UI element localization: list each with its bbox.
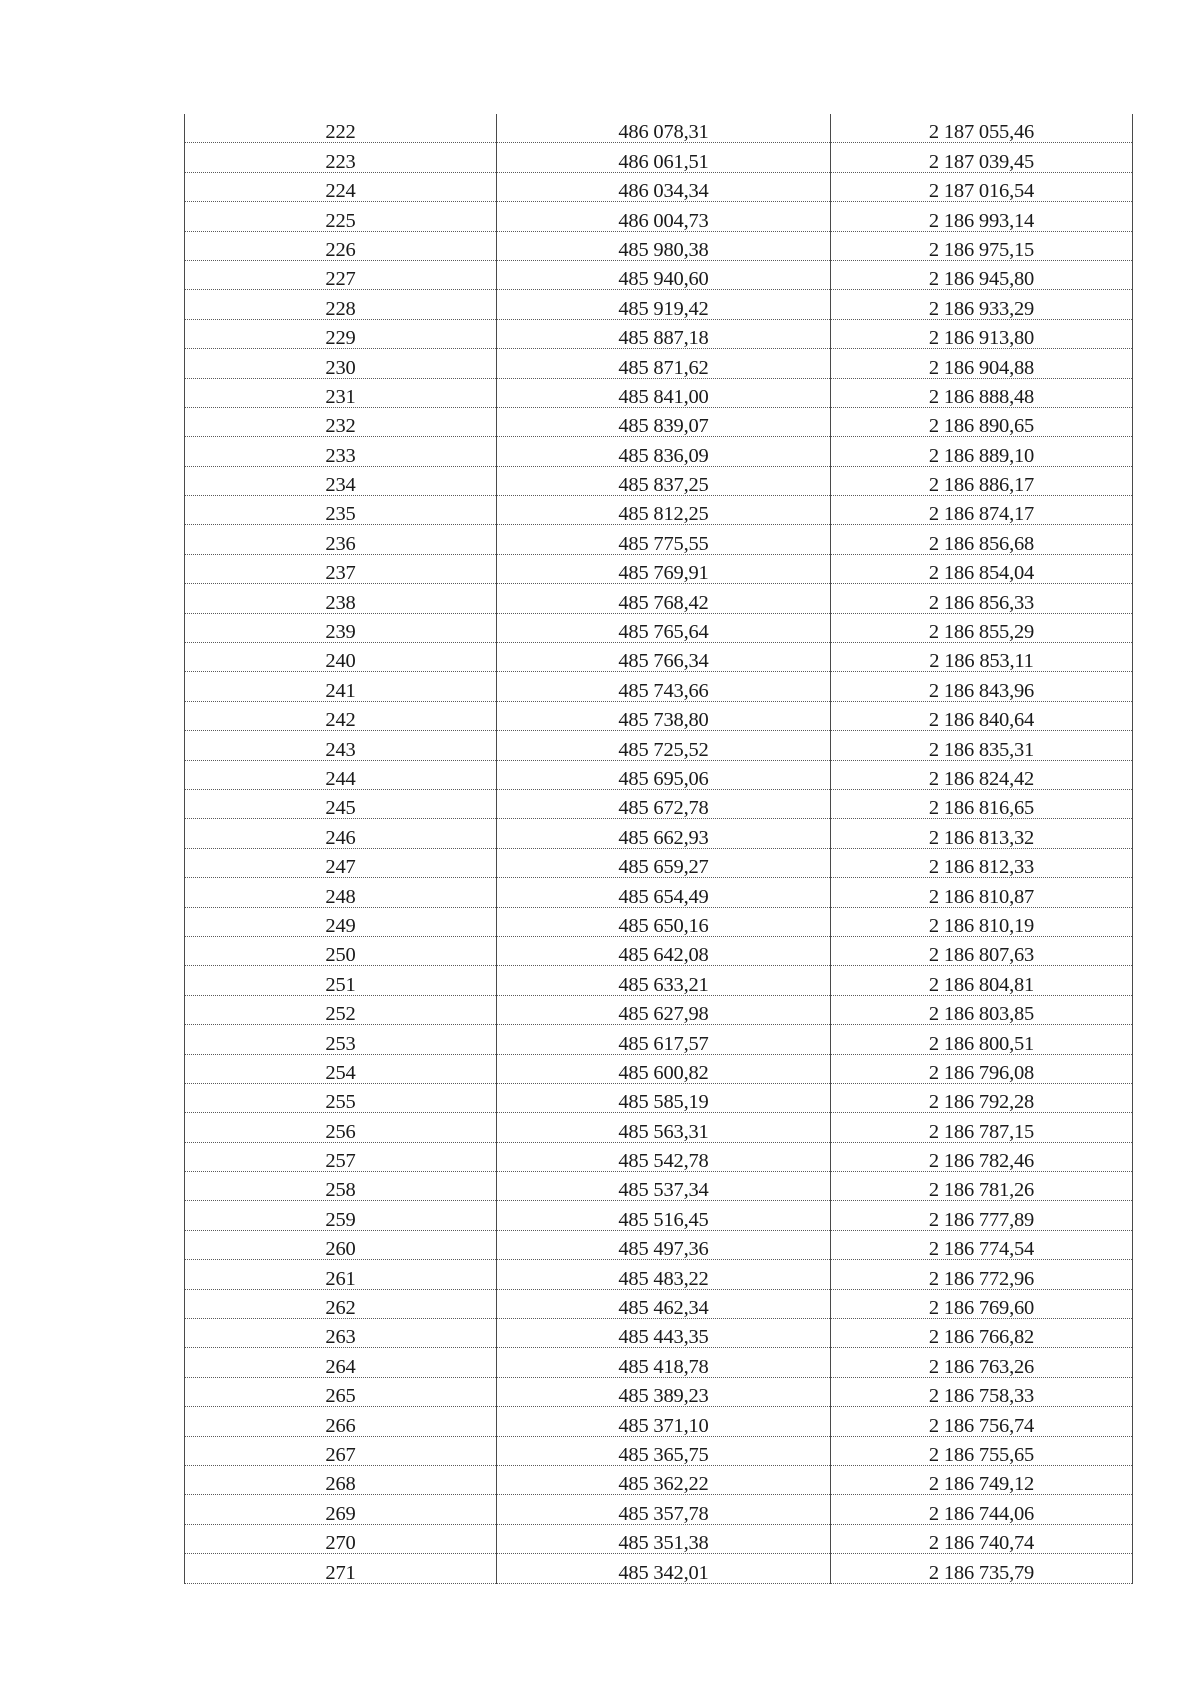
table-row xyxy=(185,966,1133,995)
table-row xyxy=(185,319,1133,348)
table-row xyxy=(185,202,1133,231)
y-coordinate-cell: 2 186 777,89 xyxy=(831,1201,1133,1230)
y-coordinate-cell: 2 186 890,65 xyxy=(831,407,1133,436)
y-coordinate-cell: 2 186 796,08 xyxy=(831,1054,1133,1083)
y-coordinate-cell: 2 186 763,26 xyxy=(831,1348,1133,1377)
point-number-cell: 248 xyxy=(185,878,497,907)
point-number-cell: 260 xyxy=(185,1230,497,1259)
x-coordinate-cell: 485 654,49 xyxy=(497,878,831,907)
table-row xyxy=(185,1524,1133,1553)
y-coordinate-cell: 2 186 744,06 xyxy=(831,1495,1133,1524)
table-row xyxy=(185,1113,1133,1142)
point-number-cell: 255 xyxy=(185,1083,497,1112)
x-coordinate-cell: 485 769,91 xyxy=(497,554,831,583)
y-coordinate-cell: 2 186 804,81 xyxy=(831,966,1133,995)
table-row xyxy=(185,231,1133,260)
table-row xyxy=(185,407,1133,436)
x-coordinate-cell: 485 563,31 xyxy=(497,1113,831,1142)
x-coordinate-cell: 485 542,78 xyxy=(497,1142,831,1171)
point-number-cell: 246 xyxy=(185,819,497,848)
y-coordinate-cell: 2 186 975,15 xyxy=(831,231,1133,260)
x-coordinate-cell: 486 078,31 xyxy=(497,114,831,143)
table-row xyxy=(185,1083,1133,1112)
y-coordinate-cell: 2 186 835,31 xyxy=(831,731,1133,760)
point-number-cell: 265 xyxy=(185,1377,497,1406)
y-coordinate-cell: 2 186 800,51 xyxy=(831,1025,1133,1054)
x-coordinate-cell: 485 738,80 xyxy=(497,701,831,730)
point-number-cell: 230 xyxy=(185,349,497,378)
table-row xyxy=(185,466,1133,495)
point-number-cell: 270 xyxy=(185,1524,497,1553)
x-coordinate-cell: 485 483,22 xyxy=(497,1260,831,1289)
table-row xyxy=(185,1289,1133,1318)
x-coordinate-cell: 485 887,18 xyxy=(497,319,831,348)
x-coordinate-cell: 485 768,42 xyxy=(497,584,831,613)
y-coordinate-cell: 2 186 993,14 xyxy=(831,202,1133,231)
table-row xyxy=(185,349,1133,378)
table-row xyxy=(185,290,1133,319)
table-row xyxy=(185,1407,1133,1436)
table-row xyxy=(185,1025,1133,1054)
x-coordinate-cell: 485 766,34 xyxy=(497,643,831,672)
y-coordinate-cell: 2 187 039,45 xyxy=(831,143,1133,172)
table-row xyxy=(185,760,1133,789)
x-coordinate-cell: 485 919,42 xyxy=(497,290,831,319)
table-row xyxy=(185,260,1133,289)
x-coordinate-cell: 485 389,23 xyxy=(497,1377,831,1406)
y-coordinate-cell: 2 186 945,80 xyxy=(831,260,1133,289)
x-coordinate-cell: 485 695,06 xyxy=(497,760,831,789)
point-number-cell: 224 xyxy=(185,172,497,201)
y-coordinate-cell: 2 187 016,54 xyxy=(831,172,1133,201)
y-coordinate-cell: 2 186 812,33 xyxy=(831,848,1133,877)
point-number-cell: 261 xyxy=(185,1260,497,1289)
x-coordinate-cell: 485 357,78 xyxy=(497,1495,831,1524)
table-row xyxy=(185,1172,1133,1201)
y-coordinate-cell: 2 186 853,11 xyxy=(831,643,1133,672)
x-coordinate-cell: 485 659,27 xyxy=(497,848,831,877)
y-coordinate-cell: 2 186 781,26 xyxy=(831,1172,1133,1201)
point-number-cell: 256 xyxy=(185,1113,497,1142)
point-number-cell: 242 xyxy=(185,701,497,730)
table-row xyxy=(185,936,1133,965)
point-number-cell: 269 xyxy=(185,1495,497,1524)
x-coordinate-cell: 485 600,82 xyxy=(497,1054,831,1083)
y-coordinate-cell: 2 186 816,65 xyxy=(831,789,1133,818)
table-row xyxy=(185,995,1133,1024)
table-row xyxy=(185,731,1133,760)
point-number-cell: 264 xyxy=(185,1348,497,1377)
y-coordinate-cell: 2 186 807,63 xyxy=(831,936,1133,965)
y-coordinate-cell: 2 186 740,74 xyxy=(831,1524,1133,1553)
point-number-cell: 239 xyxy=(185,613,497,642)
point-number-cell: 258 xyxy=(185,1172,497,1201)
point-number-cell: 254 xyxy=(185,1054,497,1083)
x-coordinate-cell: 485 497,36 xyxy=(497,1230,831,1259)
table-row xyxy=(185,672,1133,701)
table-row xyxy=(185,878,1133,907)
point-number-cell: 268 xyxy=(185,1465,497,1494)
point-number-cell: 228 xyxy=(185,290,497,319)
x-coordinate-cell: 485 537,34 xyxy=(497,1172,831,1201)
x-coordinate-cell: 485 765,64 xyxy=(497,613,831,642)
x-coordinate-cell: 485 351,38 xyxy=(497,1524,831,1553)
table-row xyxy=(185,1054,1133,1083)
y-coordinate-cell: 2 186 792,28 xyxy=(831,1083,1133,1112)
point-number-cell: 243 xyxy=(185,731,497,760)
table-row xyxy=(185,1554,1133,1583)
x-coordinate-cell: 485 940,60 xyxy=(497,260,831,289)
y-coordinate-cell: 2 186 766,82 xyxy=(831,1319,1133,1348)
y-coordinate-cell: 2 186 735,79 xyxy=(831,1554,1133,1583)
table-row xyxy=(185,584,1133,613)
y-coordinate-cell: 2 186 787,15 xyxy=(831,1113,1133,1142)
x-coordinate-cell: 485 342,01 xyxy=(497,1554,831,1583)
x-coordinate-cell: 485 837,25 xyxy=(497,466,831,495)
x-coordinate-cell: 485 418,78 xyxy=(497,1348,831,1377)
table-row xyxy=(185,1142,1133,1171)
point-number-cell: 263 xyxy=(185,1319,497,1348)
y-coordinate-cell: 2 186 889,10 xyxy=(831,437,1133,466)
point-number-cell: 257 xyxy=(185,1142,497,1171)
x-coordinate-cell: 485 980,38 xyxy=(497,231,831,260)
point-number-cell: 229 xyxy=(185,319,497,348)
point-number-cell: 262 xyxy=(185,1289,497,1318)
table-row xyxy=(185,554,1133,583)
point-number-cell: 241 xyxy=(185,672,497,701)
table-row xyxy=(185,114,1133,143)
x-coordinate-cell: 485 627,98 xyxy=(497,995,831,1024)
x-coordinate-cell: 485 443,35 xyxy=(497,1319,831,1348)
x-coordinate-cell: 485 836,09 xyxy=(497,437,831,466)
point-number-cell: 226 xyxy=(185,231,497,260)
table-row xyxy=(185,378,1133,407)
table-row xyxy=(185,1436,1133,1465)
table-row xyxy=(185,1348,1133,1377)
point-number-cell: 253 xyxy=(185,1025,497,1054)
x-coordinate-cell: 485 585,19 xyxy=(497,1083,831,1112)
point-number-cell: 238 xyxy=(185,584,497,613)
point-number-cell: 247 xyxy=(185,848,497,877)
x-coordinate-cell: 485 743,66 xyxy=(497,672,831,701)
x-coordinate-cell: 486 061,51 xyxy=(497,143,831,172)
point-number-cell: 233 xyxy=(185,437,497,466)
point-number-cell: 245 xyxy=(185,789,497,818)
point-number-cell: 232 xyxy=(185,407,497,436)
table-row xyxy=(185,496,1133,525)
y-coordinate-cell: 2 186 769,60 xyxy=(831,1289,1133,1318)
point-number-cell: 237 xyxy=(185,554,497,583)
y-coordinate-cell: 2 186 854,04 xyxy=(831,554,1133,583)
table-row xyxy=(185,1260,1133,1289)
x-coordinate-cell: 485 462,34 xyxy=(497,1289,831,1318)
y-coordinate-cell: 2 186 772,96 xyxy=(831,1260,1133,1289)
y-coordinate-cell: 2 186 824,42 xyxy=(831,760,1133,789)
x-coordinate-cell: 485 839,07 xyxy=(497,407,831,436)
x-coordinate-cell: 486 004,73 xyxy=(497,202,831,231)
point-number-cell: 227 xyxy=(185,260,497,289)
y-coordinate-cell: 2 186 855,29 xyxy=(831,613,1133,642)
y-coordinate-cell: 2 186 843,96 xyxy=(831,672,1133,701)
y-coordinate-cell: 2 186 813,32 xyxy=(831,819,1133,848)
y-coordinate-cell: 2 186 856,68 xyxy=(831,525,1133,554)
y-coordinate-cell: 2 186 774,54 xyxy=(831,1230,1133,1259)
point-number-cell: 249 xyxy=(185,907,497,936)
x-coordinate-cell: 485 371,10 xyxy=(497,1407,831,1436)
point-number-cell: 252 xyxy=(185,995,497,1024)
table-row xyxy=(185,848,1133,877)
point-number-cell: 250 xyxy=(185,936,497,965)
coordinates-table xyxy=(184,114,1133,1584)
x-coordinate-cell: 485 841,00 xyxy=(497,378,831,407)
x-coordinate-cell: 485 650,16 xyxy=(497,907,831,936)
table-row xyxy=(185,1201,1133,1230)
y-coordinate-cell: 2 186 782,46 xyxy=(831,1142,1133,1171)
x-coordinate-cell: 485 812,25 xyxy=(497,496,831,525)
y-coordinate-cell: 2 186 933,29 xyxy=(831,290,1133,319)
table-row xyxy=(185,1495,1133,1524)
table-row xyxy=(185,1465,1133,1494)
x-coordinate-cell: 485 516,45 xyxy=(497,1201,831,1230)
x-coordinate-cell: 485 725,52 xyxy=(497,731,831,760)
y-coordinate-cell: 2 186 874,17 xyxy=(831,496,1133,525)
table-row xyxy=(185,172,1133,201)
x-coordinate-cell: 485 362,22 xyxy=(497,1465,831,1494)
table-row xyxy=(185,143,1133,172)
table-row xyxy=(185,1230,1133,1259)
y-coordinate-cell: 2 186 756,74 xyxy=(831,1407,1133,1436)
table-row xyxy=(185,1377,1133,1406)
x-coordinate-cell: 485 365,75 xyxy=(497,1436,831,1465)
table-row xyxy=(185,819,1133,848)
table-row xyxy=(185,789,1133,818)
y-coordinate-cell: 2 186 840,64 xyxy=(831,701,1133,730)
point-number-cell: 267 xyxy=(185,1436,497,1465)
point-number-cell: 236 xyxy=(185,525,497,554)
point-number-cell: 222 xyxy=(185,114,497,143)
x-coordinate-cell: 485 617,57 xyxy=(497,1025,831,1054)
table-body xyxy=(185,114,1133,1583)
y-coordinate-cell: 2 186 904,88 xyxy=(831,349,1133,378)
x-coordinate-cell: 485 642,08 xyxy=(497,936,831,965)
table-row xyxy=(185,907,1133,936)
point-number-cell: 234 xyxy=(185,466,497,495)
y-coordinate-cell: 2 186 755,65 xyxy=(831,1436,1133,1465)
point-number-cell: 259 xyxy=(185,1201,497,1230)
point-number-cell: 235 xyxy=(185,496,497,525)
point-number-cell: 266 xyxy=(185,1407,497,1436)
x-coordinate-cell: 485 672,78 xyxy=(497,789,831,818)
y-coordinate-cell: 2 186 856,33 xyxy=(831,584,1133,613)
table-row xyxy=(185,437,1133,466)
point-number-cell: 223 xyxy=(185,143,497,172)
point-number-cell: 231 xyxy=(185,378,497,407)
x-coordinate-cell: 485 662,93 xyxy=(497,819,831,848)
point-number-cell: 251 xyxy=(185,966,497,995)
table-row xyxy=(185,701,1133,730)
y-coordinate-cell: 2 186 913,80 xyxy=(831,319,1133,348)
point-number-cell: 271 xyxy=(185,1554,497,1583)
y-coordinate-cell: 2 186 886,17 xyxy=(831,466,1133,495)
table-row xyxy=(185,613,1133,642)
y-coordinate-cell: 2 186 810,19 xyxy=(831,907,1133,936)
x-coordinate-cell: 486 034,34 xyxy=(497,172,831,201)
point-number-cell: 240 xyxy=(185,643,497,672)
y-coordinate-cell: 2 187 055,46 xyxy=(831,114,1133,143)
point-number-cell: 244 xyxy=(185,760,497,789)
table-row xyxy=(185,1319,1133,1348)
y-coordinate-cell: 2 186 758,33 xyxy=(831,1377,1133,1406)
point-number-cell: 225 xyxy=(185,202,497,231)
y-coordinate-cell: 2 186 810,87 xyxy=(831,878,1133,907)
x-coordinate-cell: 485 871,62 xyxy=(497,349,831,378)
y-coordinate-cell: 2 186 803,85 xyxy=(831,995,1133,1024)
y-coordinate-cell: 2 186 888,48 xyxy=(831,378,1133,407)
x-coordinate-cell: 485 633,21 xyxy=(497,966,831,995)
y-coordinate-cell: 2 186 749,12 xyxy=(831,1465,1133,1494)
x-coordinate-cell: 485 775,55 xyxy=(497,525,831,554)
table-row xyxy=(185,525,1133,554)
table-row xyxy=(185,643,1133,672)
